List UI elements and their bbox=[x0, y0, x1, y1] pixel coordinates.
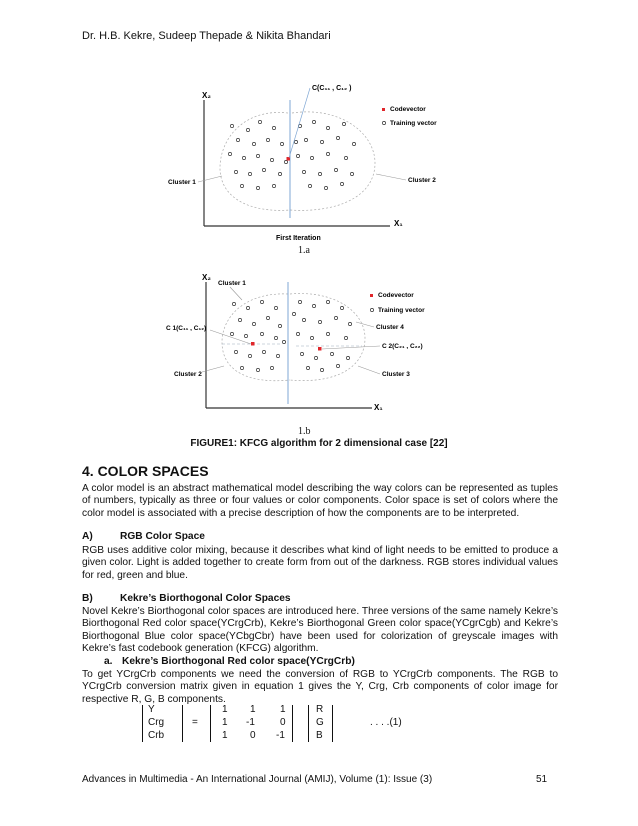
subsection-b-title: Kekre’s Biorthogonal Color Spaces bbox=[120, 593, 291, 604]
fig-a-legend-codevector-marker bbox=[382, 108, 385, 111]
m-r0c2: 1 bbox=[280, 704, 286, 715]
lhs-crg: Crg bbox=[148, 717, 165, 728]
m-r2c0: 1 bbox=[222, 730, 228, 741]
fig-b-legend-codevector-marker bbox=[370, 294, 373, 297]
fig-b-training-points bbox=[230, 300, 351, 371]
figure-1b-diagram bbox=[150, 272, 490, 422]
fig-a-sublabel: 1.a bbox=[298, 245, 310, 256]
fig-a-cluster2-pointer bbox=[376, 174, 406, 180]
fig-b-legend-training: Training vector bbox=[378, 307, 425, 314]
rhs-g: G bbox=[316, 717, 324, 728]
fig-b-c2-pointer bbox=[322, 346, 380, 349]
fig-b-c2-label: C 2(C₂₁ , C₂₂) bbox=[382, 343, 423, 350]
figure-1a-diagram bbox=[150, 78, 490, 243]
fig-a-cluster2-label: Cluster 2 bbox=[408, 177, 436, 184]
fig-b-cluster3-pointer bbox=[358, 366, 380, 374]
subsection-a-heading bbox=[82, 531, 205, 542]
equation-number: . . . .(1) bbox=[370, 717, 402, 728]
fig-a-legend-training: Training vector bbox=[390, 120, 437, 127]
lhs-crb: Crb bbox=[148, 730, 165, 741]
m-r2c2: -1 bbox=[276, 730, 285, 741]
fig-b-c1-label: C 1(C₁₁ , C₁₂) bbox=[166, 325, 207, 332]
fig-b-cluster1-pointer bbox=[230, 287, 242, 300]
fig-a-codevector-label: C(C₁₁ , C₁₂ ) bbox=[312, 85, 352, 92]
fig-b-cluster4-pointer bbox=[356, 322, 374, 327]
fig-b-right-boundary bbox=[290, 294, 365, 381]
m-r2c1: 0 bbox=[250, 730, 256, 741]
subsubsection-title: Kekre’s Biorthogonal Red color space(YCrgCrb) bbox=[122, 656, 355, 667]
fig-b-sublabel: 1.b bbox=[298, 426, 311, 437]
fig-b-c2-marker bbox=[318, 347, 322, 351]
page-number: 51 bbox=[536, 774, 548, 785]
fig-a-codevector-pointer bbox=[289, 88, 310, 158]
fig-a-axis-x: X₁ bbox=[394, 219, 403, 228]
fig-a-cluster1-pointer bbox=[198, 176, 222, 182]
fig-a-legend-codevector: Codevector bbox=[390, 106, 426, 113]
equals-sign: = bbox=[192, 717, 198, 728]
subsection-b-heading bbox=[82, 593, 291, 604]
section-title: 4. COLOR SPACES bbox=[82, 463, 209, 479]
conversion-paragraph: To get YCrgCrb components we need the conversion of RGB to YCrgCrb components. The RGB to YCrgCrb conversion matrix given in equation 1 gives the Y, Crg, Crb components of color image for respective R, G, B components. bbox=[82, 669, 558, 705]
fig-b-axis-y: X₂ bbox=[202, 273, 211, 282]
subsection-a-title: RGB Color Space bbox=[120, 531, 205, 542]
lhs-y: Y bbox=[148, 704, 155, 715]
fig-b-cluster3-label: Cluster 3 bbox=[382, 371, 410, 378]
intro-paragraph: A color model is an abstract mathematical model describing the way colors can be represented as tuples of numbers, typically as three or four values or color components. Color space is set of colors where the color model is associated with a precise description of how the components are to be interpreted. bbox=[82, 483, 558, 519]
kekre-paragraph: Novel Kekre’s Biorthogonal color spaces are introduced here. Three versions of the same namely Kekre’s Biorthogonal Red color space(YCrgCrb), Kekre’s Biorthogonal Green color space(YCgrCgb) and Kekre’s Biorthogonal Blue color space(YCbgCbr) have been used for colorization of greyscale images with Kekre’s fast codebook generation (KFCG) algorithm. bbox=[82, 606, 558, 654]
rhs-r: R bbox=[316, 704, 324, 715]
fig-a-cluster2-boundary bbox=[290, 112, 375, 210]
fig-b-legend-codevector: Codevector bbox=[378, 292, 414, 299]
fig-b-cluster1-label: Cluster 1 bbox=[218, 280, 246, 287]
subsection-a-letter: A) bbox=[82, 531, 93, 542]
subsection-b-letter: B) bbox=[82, 593, 93, 604]
journal-footer: Advances in Multimedia - An International Journal (AMIJ), Volume (1): Issue (3) bbox=[82, 774, 433, 785]
subsubsection-heading bbox=[104, 656, 355, 667]
fig-a-training-points bbox=[228, 120, 355, 189]
m-r0c0: 1 bbox=[222, 704, 228, 715]
fig-b-legend-training-marker bbox=[370, 308, 373, 311]
fig-b-axis-x: X₁ bbox=[374, 403, 383, 412]
fig-a-axis-y: X₂ bbox=[202, 91, 211, 100]
m-r0c1: 1 bbox=[250, 704, 256, 715]
fig-a-cluster1-label: Cluster 1 bbox=[168, 179, 196, 186]
figure-caption: FIGURE1: KFCG algorithm for 2 dimensional case [22] bbox=[190, 438, 448, 449]
m-r1c1: -1 bbox=[246, 717, 255, 728]
fig-b-c1-marker bbox=[251, 342, 255, 346]
equation-1 bbox=[142, 704, 462, 744]
m-r1c2: 0 bbox=[280, 717, 286, 728]
rhs-b: B bbox=[316, 730, 323, 741]
subsubsection-letter: a. bbox=[104, 656, 113, 667]
fig-a-title: First Iteration bbox=[276, 235, 321, 242]
fig-a-legend-training-marker bbox=[382, 121, 385, 124]
fig-b-cluster4-label: Cluster 4 bbox=[376, 324, 404, 331]
rgb-paragraph: RGB uses additive color mixing, because it describes what kind of light needs to be emitted to produce a given color. Light is added together to create form from out of the darkness. RGB stores individual values for red, green and blue. bbox=[82, 545, 558, 581]
m-r1c0: 1 bbox=[222, 717, 228, 728]
running-header: Dr. H.B. Kekre, Sudeep Thepade & Nikita Bhandari bbox=[82, 30, 331, 42]
fig-b-cluster2-label: Cluster 2 bbox=[174, 371, 202, 378]
fig-b-cluster2-pointer bbox=[202, 366, 224, 372]
